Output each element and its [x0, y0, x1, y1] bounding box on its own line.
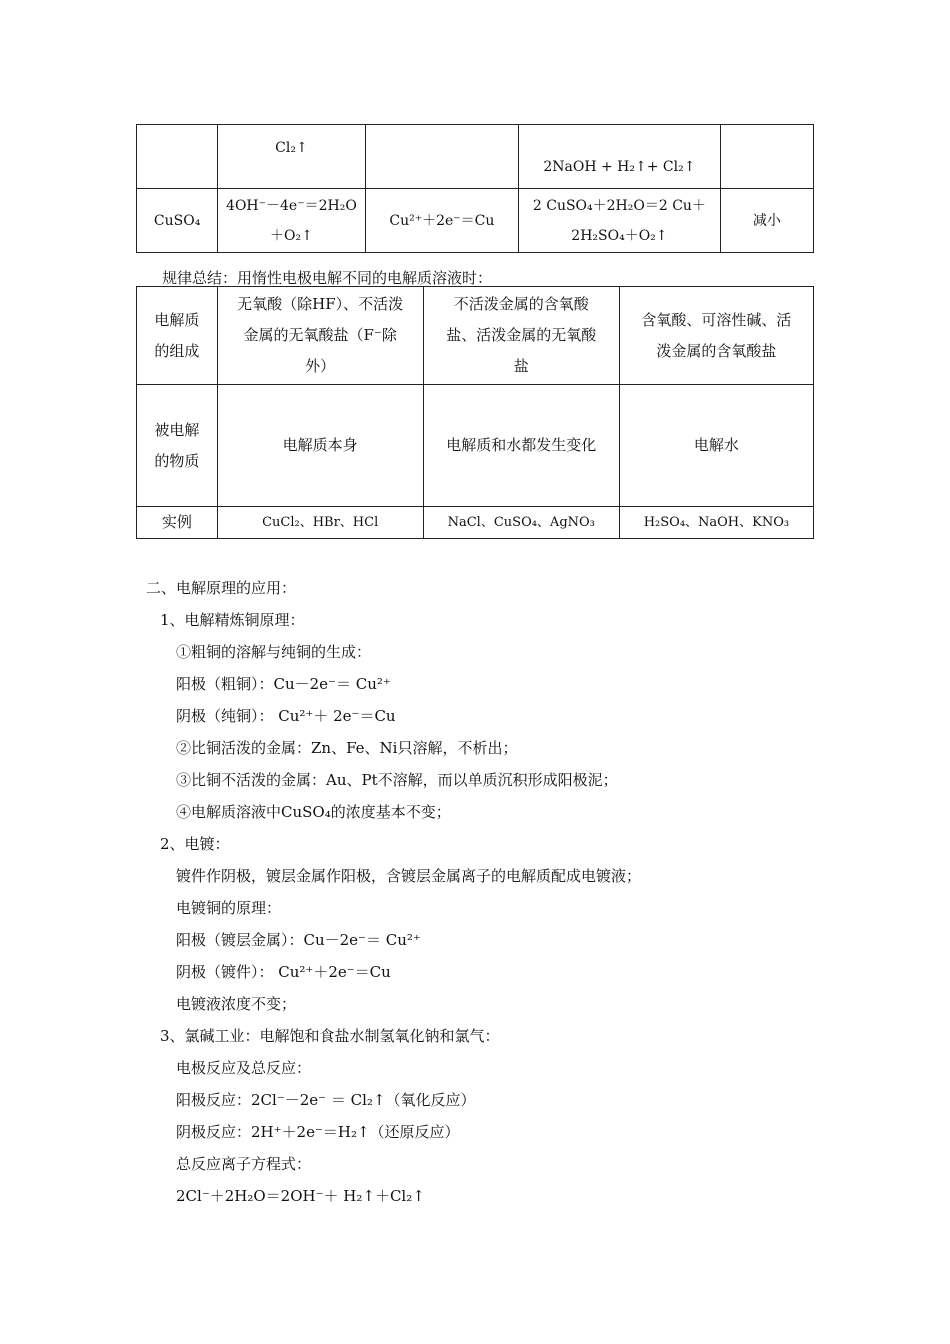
- row-examples-label: 实例: [137, 507, 218, 539]
- text-line: ③比铜不活泼的金属：Au、Pt不溶解，而以单质沉积形成阳极泥；: [176, 771, 618, 789]
- cell-r1-c1: [137, 125, 218, 189]
- cell-r1-c2: Cl₂↑: [218, 125, 365, 189]
- header-col2-line2: 盐、活泼金属的无氧酸: [446, 326, 597, 344]
- cell-r2-c3: Cu²⁺＋2e⁻＝Cu: [365, 189, 518, 253]
- cell-r2-c2: [218, 189, 365, 253]
- header-oxygen-free-acid: [217, 287, 423, 385]
- row-label-line2: 的物质: [154, 451, 200, 470]
- text-line: 阳极（镀层金属）：Cu－2e⁻＝ Cu²⁺: [176, 931, 421, 949]
- header-col3-line1: 含氧酸、可溶性碱、活: [641, 310, 792, 329]
- header-col2-line1: 不活泼金属的含氧酸: [453, 295, 589, 313]
- header-composition-line1: 电解质: [154, 310, 200, 329]
- text-line: 电极反应及总反应：: [176, 1059, 312, 1077]
- text-line: 电镀铜的原理：: [176, 899, 282, 917]
- text-line: 镀件作阴极，镀层金属作阳极，含镀层金属离子的电解质配成电镀液；: [176, 867, 642, 885]
- subsection-electroplating: 2、电镀：: [160, 835, 230, 853]
- cell-r1-c5: [720, 125, 813, 189]
- examples-col1: CuCl₂、HBr、HCl: [217, 507, 423, 539]
- examples-col2: NaCl、CuSO₄、AgNO₃: [423, 507, 619, 539]
- text-line: 总反应离子方程式：: [176, 1155, 312, 1173]
- text-line: ②比铜活泼的金属：Zn、Fe、Ni只溶解，不析出；: [176, 739, 518, 757]
- header-col3-line2: 泼金属的含氧酸盐: [656, 341, 777, 360]
- rule-summary-table: [136, 286, 814, 539]
- cell-r1-c3: [365, 125, 518, 189]
- subsection-chlor-alkali: 3、氯碱工业：电解饱和食盐水制氢氧化钠和氯气：: [160, 1027, 500, 1045]
- cell-r2-c5: 减小: [720, 189, 813, 253]
- examples-col3: H₂SO₄、NaOH、KNO₃: [619, 507, 813, 539]
- cell-r1-c4: 2NaOH + H₂↑+ Cl₂↑: [519, 125, 721, 189]
- header-col1-line3: 外）: [305, 357, 336, 375]
- electrolysis-table-continued: [136, 124, 814, 253]
- cell-electrolyte-itself: 电解质本身: [217, 385, 423, 507]
- cell-electrolyze-water: 电解水: [619, 385, 813, 507]
- cell-r2-c1: CuSO₄: [137, 189, 218, 253]
- row-electrolyzed-substance: [137, 385, 218, 507]
- header-col2-line3: 盐: [513, 357, 529, 375]
- anode-equation-line1: 4OH⁻－4e⁻＝2H₂O: [226, 197, 357, 214]
- cell-r2-c4: [519, 189, 721, 253]
- text-line: ①粗铜的溶解与纯铜的生成：: [176, 643, 372, 661]
- text-line: 电镀液浓度不变；: [176, 995, 297, 1013]
- total-equation-line1: 2 CuSO₄＋2H₂O＝2 Cu＋: [532, 197, 706, 214]
- subsection-copper-refining: 1、电解精炼铜原理：: [160, 611, 305, 629]
- section-heading-applications: 二、电解原理的应用：: [146, 579, 297, 597]
- text-line: 阴极反应：2H⁺＋2e⁻＝H₂↑（还原反应）: [176, 1123, 460, 1141]
- text-line: 2Cl⁻＋2H₂O＝2OH⁻＋ H₂↑＋Cl₂↑: [176, 1187, 425, 1205]
- total-equation-line2: 2H₂SO₄＋O₂↑: [571, 227, 668, 244]
- text-line: ④电解质溶液中CuSO₄的浓度基本不变；: [176, 803, 451, 821]
- text-line: 阴极（纯铜）： Cu²⁺＋ 2e⁻＝Cu: [176, 707, 396, 725]
- cell-electrolyte-and-water: 电解质和水都发生变化: [423, 385, 619, 507]
- header-col1-line1: 无氧酸（除HF）、不活泼: [237, 295, 404, 313]
- rule-summary-title: 规律总结：用惰性电极电解不同的电解质溶液时：: [162, 269, 493, 287]
- text-line: 阴极（镀件）： Cu²⁺＋2e⁻＝Cu: [176, 963, 391, 981]
- anode-equation-line2: ＋O₂↑: [270, 227, 313, 244]
- header-composition: [137, 287, 218, 385]
- header-oxyacid: [619, 287, 813, 385]
- text-line: 阳极反应：2Cl⁻－2e⁻ ＝ Cl₂↑（氧化反应）: [176, 1091, 476, 1109]
- header-composition-line2: 的组成: [154, 341, 200, 360]
- row-label-line1: 被电解: [154, 420, 200, 439]
- text-line: 阳极（粗铜）：Cu－2e⁻＝ Cu²⁺: [176, 675, 391, 693]
- header-col1-line2: 金属的无氧酸盐（F⁻除: [243, 326, 397, 344]
- header-inactive-metal-salt: [423, 287, 619, 385]
